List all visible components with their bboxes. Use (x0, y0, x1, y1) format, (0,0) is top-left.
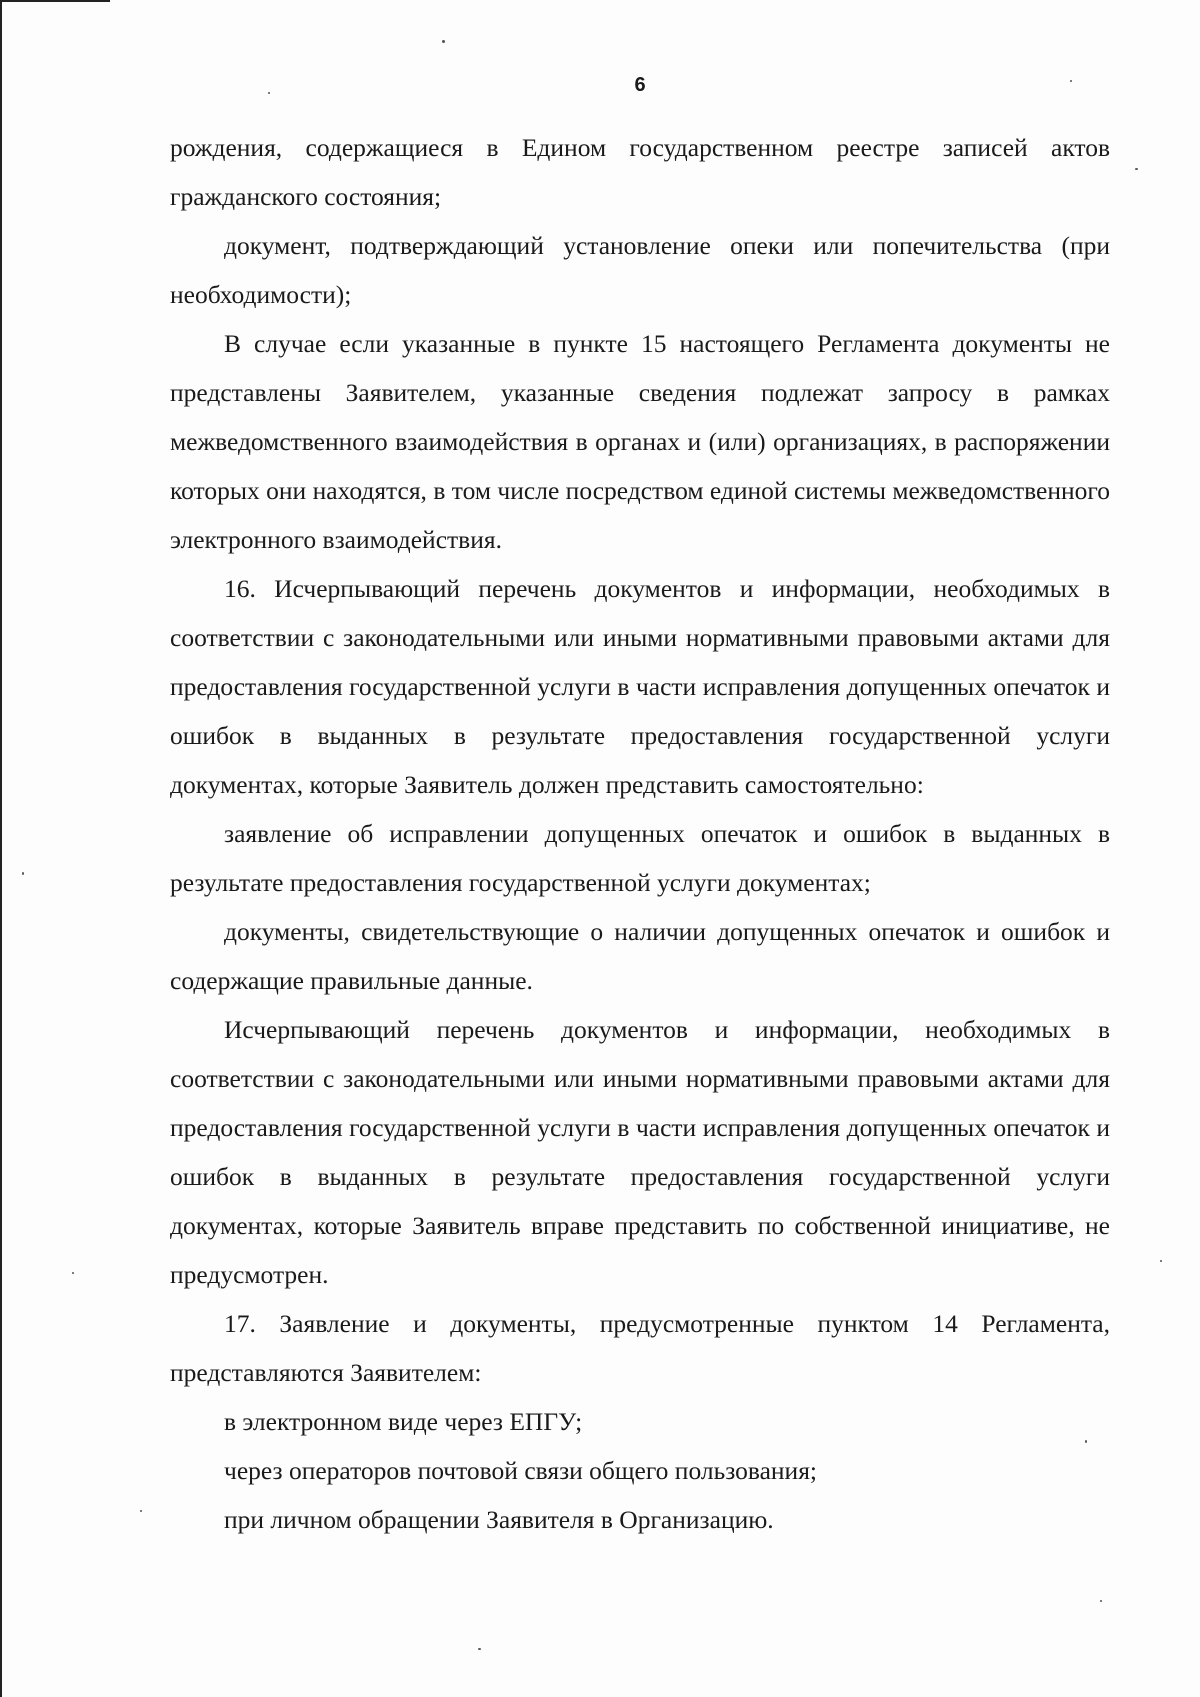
scan-speck (442, 40, 445, 43)
paragraph-3: В случае если указанные в пункте 15 настоящего Регламента документы не представлены Заявителем, указанные сведения подлежат запросу в рамках межведомственного взаимодействия в органах и (или) организациях, в распоряжении которых они находятся, в том числе посредством единой системы межведомственного электронного взаимодействия. (170, 329, 1110, 554)
scan-speck (140, 1510, 142, 1512)
paragraph-8: 17. Заявление и документы, предусмотренные пунктом 14 Регламента, представляются Заявителем: (170, 1309, 1110, 1387)
paragraph-6: документы, свидетельствующие о наличии допущенных опечаток и ошибок и содержащие правильные данные. (170, 917, 1110, 995)
paragraph-2: документ, подтверждающий установление опеки или попечительства (при необходимости); (170, 231, 1110, 309)
scan-left-edge (0, 0, 2, 1697)
paragraph-11: при личном обращении Заявителя в Организацию. (224, 1505, 774, 1534)
paragraph-7: Исчерпывающий перечень документов и информации, необходимых в соответствии с законодательными или иными нормативными правовыми актами для предоставления государственной услуги в части исправления допущенных опечаток и ошибок в выданных в результате предоставления государственной услуги документах, которые Заявитель вправе представить по собственной инициативе, не предусмотрен. (170, 1015, 1110, 1289)
scan-speck (1135, 168, 1138, 170)
paragraph-5: заявление об исправлении допущенных опечаток и ошибок в выданных в результате предоставления государственной услуги документах; (170, 819, 1110, 897)
paragraph-4: 16. Исчерпывающий перечень документов и информации, необходимых в соответствии с законодательными или иными нормативными правовыми актами для предоставления государственной услуги в части исправления допущенных опечаток и ошибок в выданных в результате предоставления государственной услуги документах, которые Заявитель должен представить самостоятельно: (170, 574, 1110, 799)
scan-speck (268, 92, 270, 94)
paragraph-1: рождения, содержащиеся в Едином государственном реестре записей актов гражданского состояния; (170, 133, 1110, 211)
page-number: 6 (634, 74, 646, 96)
scan-speck (72, 1272, 74, 1274)
scan-speck (1100, 1600, 1102, 1602)
paragraph-9: в электронном виде через ЕПГУ; (224, 1407, 583, 1436)
paragraph-10: через операторов почтовой связи общего пользования; (224, 1456, 818, 1485)
scan-speck (1070, 80, 1072, 82)
scan-speck (1160, 1260, 1162, 1262)
scan-speck (22, 872, 24, 875)
scan-top-mark (0, 0, 110, 2)
scan-speck (478, 1648, 481, 1650)
scan-speck (1085, 1440, 1087, 1443)
document-body (170, 123, 1110, 1544)
